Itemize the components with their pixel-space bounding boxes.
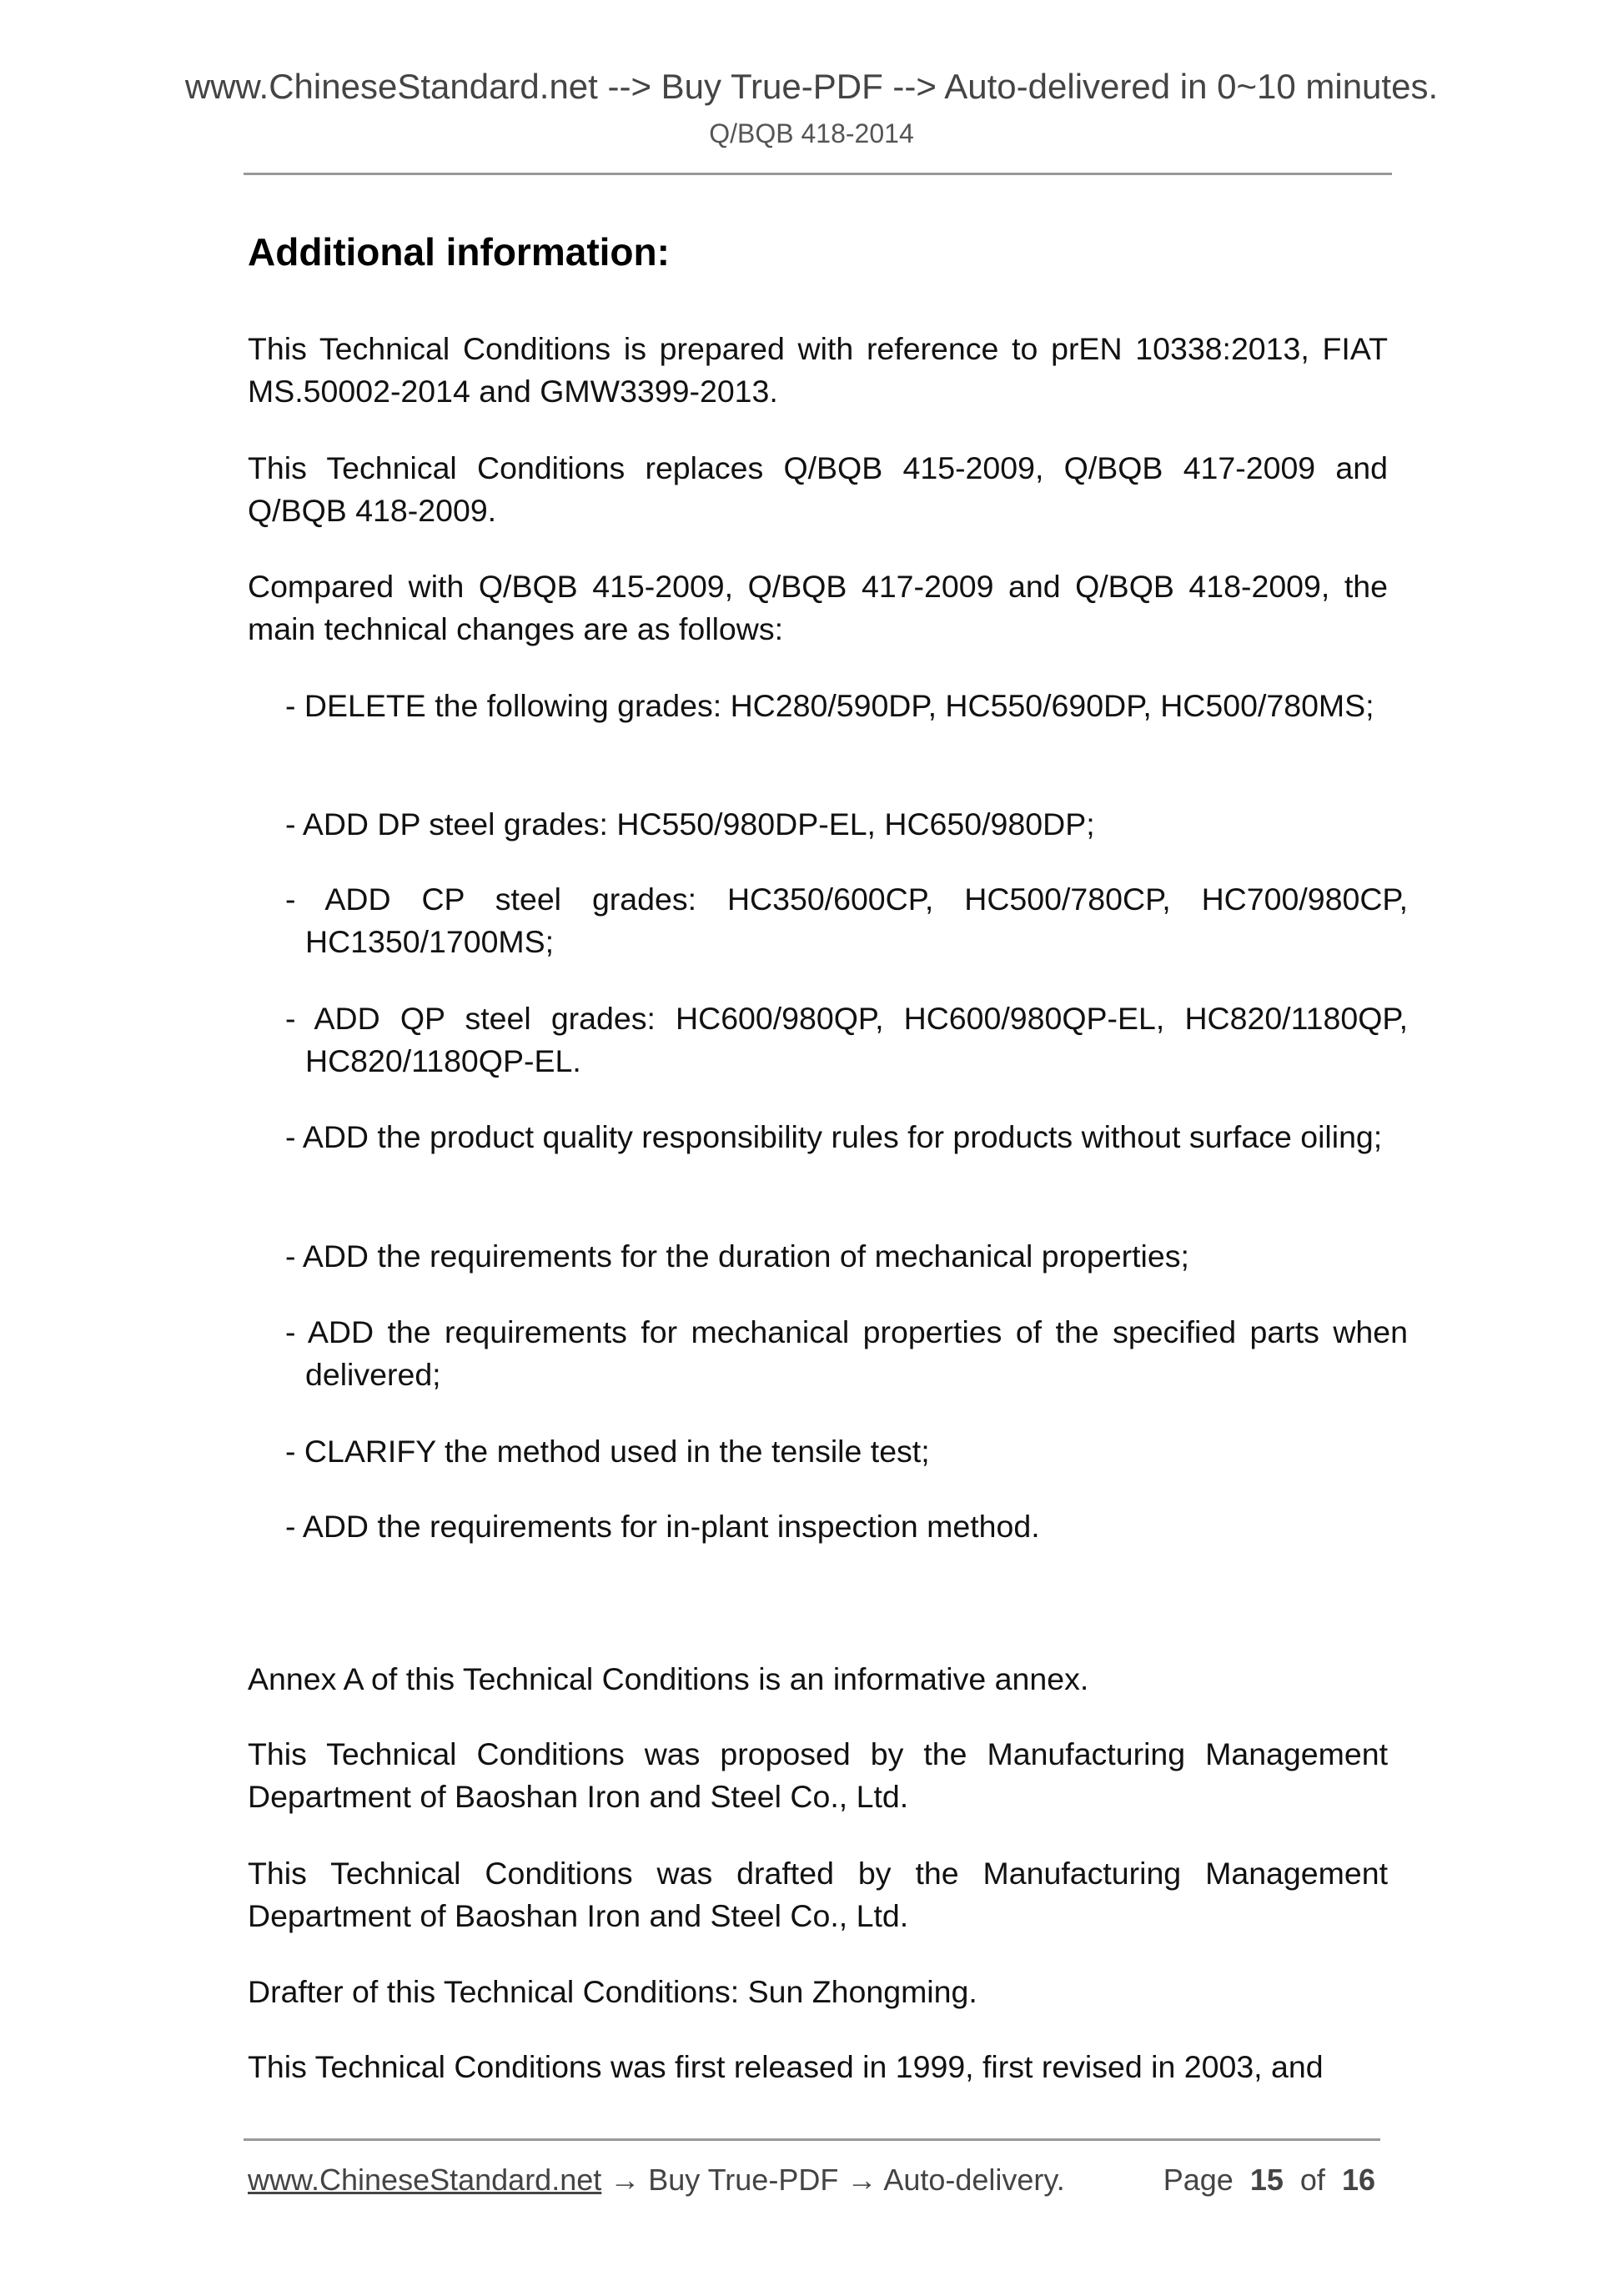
of-label: of (1299, 2163, 1325, 2197)
page-current: 15 (1249, 2163, 1284, 2197)
footer-text (248, 2162, 1065, 2198)
footer-divider (244, 2138, 1380, 2141)
paragraph: This Technical Conditions is prepared with reference to prEN 10338:2013, FIAT MS.50002-2014 and GMW3399-2013. (248, 331, 1388, 409)
paragraph: Compared with Q/BQB 415-2009, Q/BQB 417-2009 and Q/BQB 418-2009, the main technical changes are as follows: (248, 569, 1388, 646)
change-item: - ADD the product quality responsibility rules for products without surface oiling; (285, 1119, 1383, 1154)
change-item: - CLARIFY the method used in the tensile test; (285, 1434, 930, 1469)
section-heading: Additional information: (248, 230, 670, 274)
change-item: - ADD the requirements for the duration of mechanical properties; (285, 1238, 1189, 1274)
page-label: Page (1163, 2163, 1234, 2197)
paragraph: Annex A of this Technical Conditions is an informative annex. (248, 1661, 1089, 1696)
change-item: - DELETE the following grades: HC280/590DP, HC550/690DP, HC500/780MS; (285, 688, 1374, 723)
paragraph: Drafter of this Technical Conditions: Sun Zhongming. (248, 1974, 977, 2009)
footer-tail: → Buy True-PDF → Auto-delivery. (601, 2163, 1065, 2197)
change-item: - ADD CP steel grades: HC350/600CP, HC500/780CP, HC700/980CP, HC1350/1700MS; (285, 882, 1408, 959)
document-code: Q/BQB 418-2014 (709, 118, 914, 148)
change-item: - ADD the requirements for in-plant inspection method. (285, 1509, 1040, 1544)
paragraph: This Technical Conditions replaces Q/BQB 415-2009, Q/BQB 417-2009 and Q/BQB 418-2009. (248, 450, 1388, 528)
footer-link[interactable]: www.ChineseStandard.net (248, 2163, 602, 2197)
change-item: - ADD DP steel grades: HC550/980DP-EL, HC650/980DP; (285, 806, 1095, 842)
header-banner: www.ChineseStandard.net --> Buy True-PDF --> Auto-delivered in 0~10 minutes. (184, 67, 1439, 106)
paragraph: This Technical Conditions was proposed by the Manufacturing Management Department of Baoshan Iron and Steel Co., Ltd. (248, 1736, 1388, 1814)
page-number (1163, 2162, 1375, 2198)
change-item: - ADD QP steel grades: HC600/980QP, HC600/980QP-EL, HC820/1180QP, HC820/1180QP-EL. (285, 1001, 1408, 1078)
change-item: - ADD the requirements for mechanical properties of the specified parts when delivered; (285, 1314, 1408, 1392)
page-total: 16 (1341, 2163, 1375, 2197)
paragraph: This Technical Conditions was first released in 1999, first revised in 2003, and (248, 2049, 1324, 2084)
paragraph: This Technical Conditions was drafted by the Manufacturing Management Department of Baoshan Iron and Steel Co., Ltd. (248, 1856, 1388, 1933)
header-divider (244, 173, 1392, 175)
